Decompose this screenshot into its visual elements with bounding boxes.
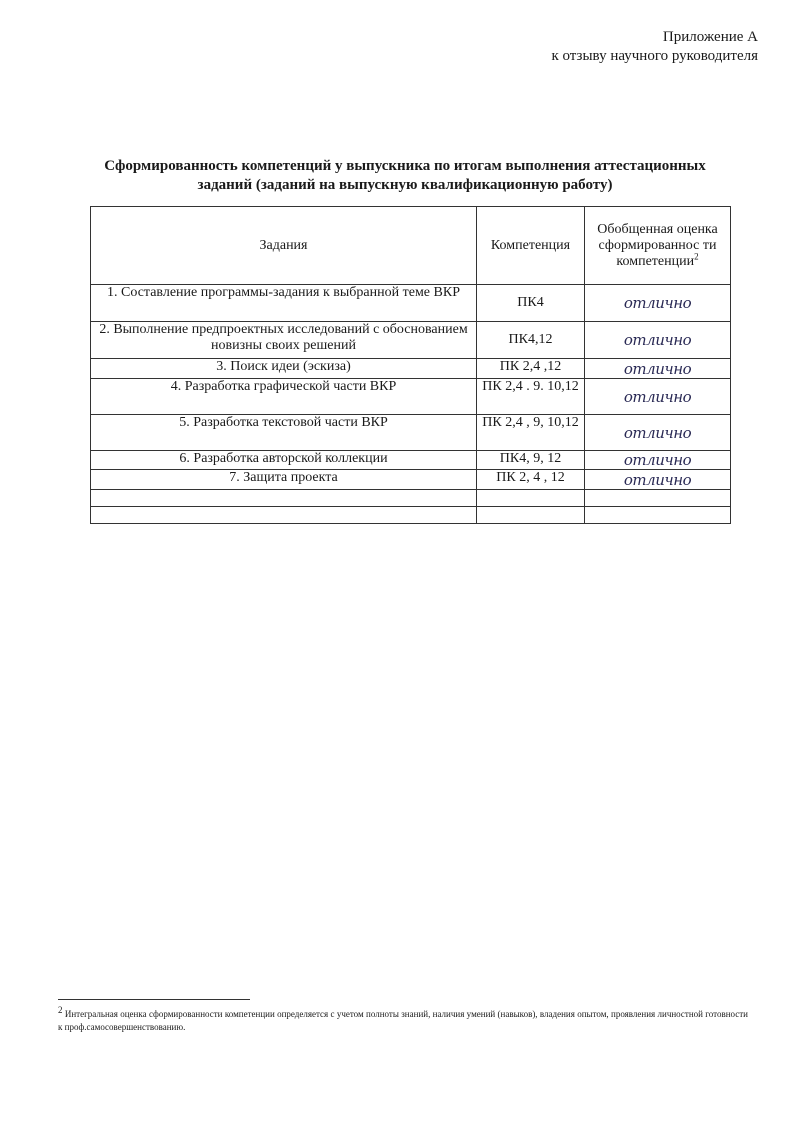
table-row-empty	[91, 490, 731, 507]
appendix-label	[551, 28, 758, 66]
competence-cell: ПК4	[477, 285, 585, 322]
grade-cell	[585, 490, 731, 507]
task-cell	[91, 490, 477, 507]
appendix-subtitle: к отзыву научного руководителя	[551, 48, 758, 64]
grade-cell: отлично	[585, 285, 731, 322]
task-cell: 6. Разработка авторской коллекции	[91, 451, 477, 470]
header-competence: Компетенция	[477, 207, 585, 285]
grade-cell: отлично	[585, 359, 731, 379]
title-line-2: заданий (заданий на выпускную квалификационную работу)	[197, 177, 613, 193]
grade-cell: отлично	[585, 415, 731, 451]
footnote	[58, 1005, 748, 1034]
footnote-ref: 2	[694, 250, 699, 261]
table-row	[91, 379, 731, 415]
table-row	[91, 359, 731, 379]
grade-cell: отлично	[585, 451, 731, 470]
header-assessment-text: Обобщенная оценка сформированнос ти компетенции	[597, 221, 718, 269]
footnote-mark: 2	[58, 1005, 63, 1015]
document-title	[60, 157, 750, 195]
grade-cell: отлично	[585, 322, 731, 359]
task-cell: 7. Защита проекта	[91, 470, 477, 490]
table-row	[91, 322, 731, 359]
table-row	[91, 415, 731, 451]
header-tasks: Задания	[91, 207, 477, 285]
footnote-text: Интегральная оценка сформированности компетенции определяется с учетом полноты знаний, наличия умений (навыков), владения опытом, проявления личностной готовности к проф.самосовершенствованию.	[58, 1009, 748, 1032]
table-row	[91, 451, 731, 470]
task-cell: 4. Разработка графической части ВКР	[91, 379, 477, 415]
table-row-empty	[91, 507, 731, 524]
grade-cell: отлично	[585, 470, 731, 490]
task-cell: 1. Составление программы-задания к выбранной теме ВКР	[91, 285, 477, 322]
header-assessment	[585, 207, 731, 285]
competence-table	[90, 206, 731, 524]
title-line-1: Сформированность компетенций у выпускника по итогам выполнения аттестационных	[104, 158, 706, 174]
table-row	[91, 470, 731, 490]
task-cell: 5. Разработка текстовой части ВКР	[91, 415, 477, 451]
table-header-row	[91, 207, 731, 285]
competence-cell: ПК 2, 4 , 12	[477, 470, 585, 490]
footnote-divider	[58, 999, 250, 1000]
task-cell	[91, 507, 477, 524]
competence-cell	[477, 490, 585, 507]
competence-cell	[477, 507, 585, 524]
task-cell: 3. Поиск идеи (эскиза)	[91, 359, 477, 379]
competence-cell: ПК 2,4 ,12	[477, 359, 585, 379]
appendix-title: Приложение А	[662, 29, 758, 45]
competence-cell: ПК 2,4 , 9, 10,12	[477, 415, 585, 451]
grade-cell: отлично	[585, 379, 731, 415]
table-row	[91, 285, 731, 322]
grade-cell	[585, 507, 731, 524]
competence-cell: ПК4,12	[477, 322, 585, 359]
task-cell: 2. Выполнение предпроектных исследований с обоснованием новизны своих решений	[91, 322, 477, 359]
competence-cell: ПК 2,4 . 9. 10,12	[477, 379, 585, 415]
competence-cell: ПК4, 9, 12	[477, 451, 585, 470]
